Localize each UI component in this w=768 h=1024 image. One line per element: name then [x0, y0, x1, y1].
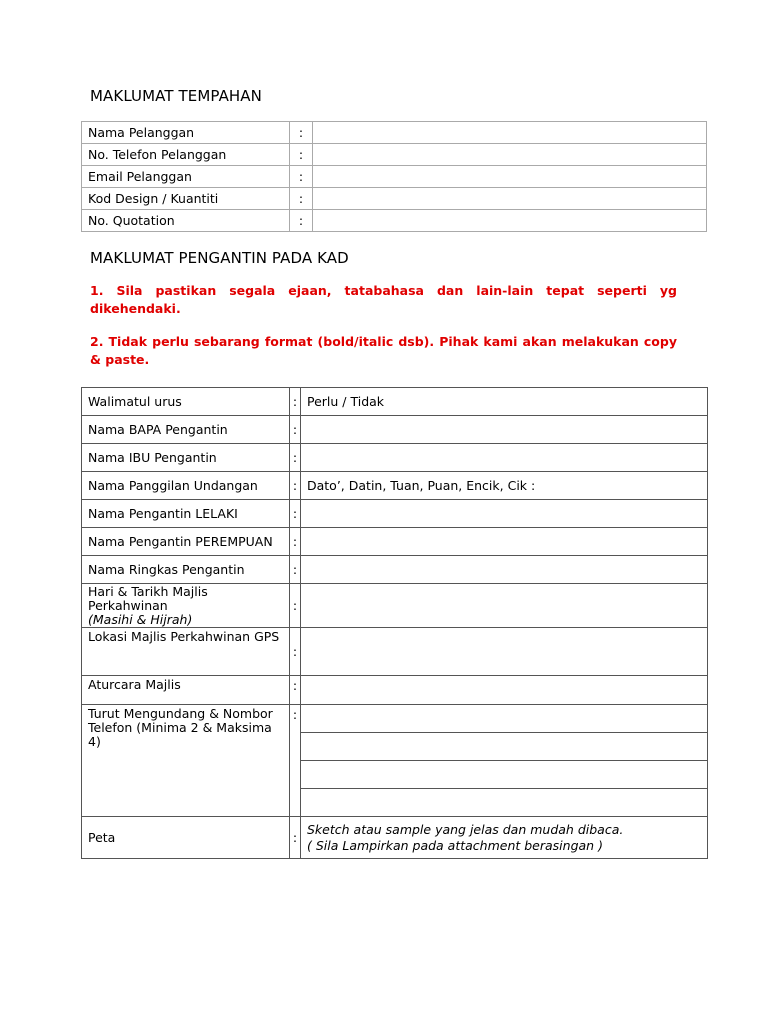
peta-hint-line-1: Sketch atau sample yang jelas dan mudah dibaca.: [307, 821, 624, 837]
pengantin-title: MAKLUMAT PENGANTIN PADA KAD: [90, 249, 349, 267]
lokasi-majlis-field[interactable]: [301, 628, 708, 676]
table-row: [82, 705, 708, 733]
row-separator: :: [290, 705, 301, 817]
row-label: No. Quotation: [82, 210, 290, 232]
quotation-field[interactable]: [313, 210, 707, 232]
row-separator: :: [290, 528, 301, 556]
row-label: Nama Panggilan Undangan: [82, 472, 290, 500]
nama-ibu-field[interactable]: [301, 444, 708, 472]
row-separator: :: [290, 444, 301, 472]
row-separator: :: [290, 144, 313, 166]
table-row: [82, 676, 708, 705]
row-separator: :: [290, 628, 301, 676]
row-label: [82, 584, 290, 628]
table-row: [82, 210, 707, 232]
pengantin-lelaki-field[interactable]: [301, 500, 708, 528]
row-sublabel: (Masihi & Hijrah): [88, 611, 193, 627]
row-separator: :: [290, 210, 313, 232]
email-pelanggan-field[interactable]: [313, 166, 707, 188]
row-separator: :: [290, 556, 301, 584]
nama-ringkas-field[interactable]: [301, 556, 708, 584]
row-separator: :: [290, 472, 301, 500]
table-row: [82, 144, 707, 166]
row-label: Nama BAPA Pengantin: [82, 416, 290, 444]
pengantin-perempuan-field[interactable]: [301, 528, 708, 556]
tempahan-table: [81, 121, 707, 232]
row-separator: :: [290, 416, 301, 444]
row-label: Turut Mengundang & Nombor Telefon (Minima 2 & Maksima 4): [82, 705, 290, 817]
table-row: [82, 416, 708, 444]
row-label: Peta: [82, 817, 290, 859]
table-row: [82, 444, 708, 472]
instruction-note-1: 1. Sila pastikan segala ejaan, tatabahasa dan lain-lain tepat seperti yg dikehendaki.: [90, 283, 677, 316]
row-separator: :: [290, 166, 313, 188]
row-separator: :: [290, 122, 313, 144]
telefon-pelanggan-field[interactable]: [313, 144, 707, 166]
row-label: Nama IBU Pengantin: [82, 444, 290, 472]
row-label: Kod Design / Kuantiti: [82, 188, 290, 210]
row-separator: :: [290, 500, 301, 528]
table-row: [82, 584, 708, 628]
row-separator: :: [290, 388, 301, 416]
nama-pelanggan-field[interactable]: [313, 122, 707, 144]
row-separator: :: [290, 188, 313, 210]
row-label: Lokasi Majlis Perkahwinan GPS: [82, 628, 290, 676]
turut-mengundang-field-4[interactable]: [301, 789, 708, 817]
turut-mengundang-field-2[interactable]: [301, 733, 708, 761]
row-label-text: Hari & Tarikh Majlis Perkahwinan: [88, 583, 208, 613]
row-separator: :: [290, 584, 301, 628]
row-label: Aturcara Majlis: [82, 676, 290, 705]
kod-design-field[interactable]: [313, 188, 707, 210]
row-label: Nama Pengantin LELAKI: [82, 500, 290, 528]
tempahan-title: MAKLUMAT TEMPAHAN: [90, 87, 262, 105]
table-row: [82, 500, 708, 528]
turut-mengundang-field-1[interactable]: [301, 705, 708, 733]
nama-bapa-field[interactable]: [301, 416, 708, 444]
row-label: Walimatul urus: [82, 388, 290, 416]
nama-panggilan-field[interactable]: Dato’, Datin, Tuan, Puan, Encik, Cik :: [301, 472, 708, 500]
table-row: [82, 628, 708, 676]
row-label: Nama Pengantin PEREMPUAN: [82, 528, 290, 556]
aturcara-field[interactable]: [301, 676, 708, 705]
instruction-note-2: 2. Tidak perlu sebarang format (bold/italic dsb). Pihak kami akan melakukan copy & paste.: [90, 334, 677, 367]
hari-tarikh-field[interactable]: [301, 584, 708, 628]
row-label: Email Pelanggan: [82, 166, 290, 188]
table-row: [82, 166, 707, 188]
row-separator: :: [290, 817, 301, 859]
table-row: [82, 122, 707, 144]
pengantin-table: [81, 387, 708, 859]
row-separator: :: [290, 676, 301, 705]
table-row: [82, 472, 708, 500]
table-row: [82, 817, 708, 859]
peta-hint-line-2: ( Sila Lampirkan pada attachment berasingan ): [307, 837, 603, 853]
table-row: [82, 188, 707, 210]
row-label: Nama Ringkas Pengantin: [82, 556, 290, 584]
row-label: Nama Pelanggan: [82, 122, 290, 144]
walimatul-urus-field[interactable]: Perlu / Tidak: [301, 388, 708, 416]
table-row: [82, 528, 708, 556]
table-row: [82, 556, 708, 584]
row-label: No. Telefon Pelanggan: [82, 144, 290, 166]
peta-field[interactable]: [301, 817, 708, 859]
turut-mengundang-field-3[interactable]: [301, 761, 708, 789]
table-row: [82, 388, 708, 416]
